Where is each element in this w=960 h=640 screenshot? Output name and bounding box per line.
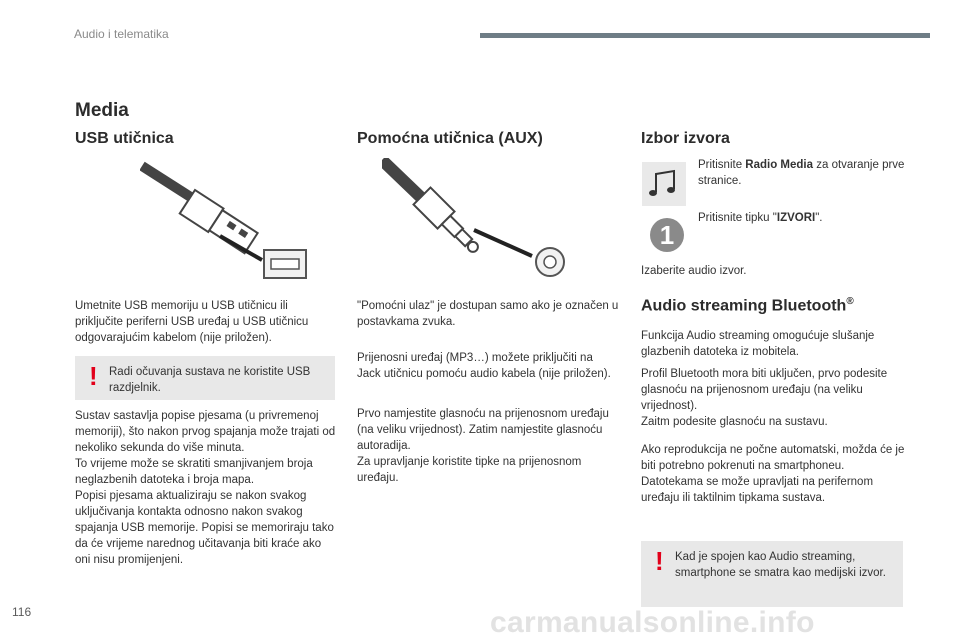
warning-icon: ! — [655, 546, 664, 576]
source-heading: Izbor izvora — [641, 130, 730, 147]
watermark: carmanualsonline.info — [490, 606, 815, 639]
music-note-icon — [642, 162, 686, 206]
aux-socket-icon — [536, 248, 564, 276]
aux-paragraph-2: Prijenosni uređaj (MP3…) možete priključiti na Jack utičnicu pomoću audio kabela (nije priložen). — [357, 352, 611, 380]
aux-pointer-line — [474, 230, 532, 256]
aux-heading: Pomoćna utičnica (AUX) — [357, 130, 543, 147]
step2-text: Pritisnite tipku "IZVORI". — [698, 212, 823, 224]
bt-paragraph-1: Funkcija Audio streaming omogućuje slušanje glazbenih datoteka iz mobitela. — [641, 330, 875, 358]
usb-warning-box — [75, 356, 335, 400]
step1-text: Pritisnite Radio Media za otvaranje prve stranice. — [698, 159, 905, 187]
section-title: Media — [75, 100, 129, 121]
bt-warning-box — [641, 541, 903, 607]
header-bar — [480, 33, 930, 38]
usb-paragraph-1: Umetnite USB memoriju u USB utičnicu ili priključite periferni USB uređaj u USB utičnicu odgovarajućim kabelom (nije priložen). — [75, 300, 309, 344]
choose-source-text: Izaberite audio izvor. — [641, 265, 747, 277]
usb-heading: USB utičnica — [75, 130, 174, 147]
bt-paragraph-3: Ako reprodukcija ne počne automatski, možda će je biti potrebno pokrenuti na smartphoneu. Datotekama se može upravljati na perifernom uređaju ili taktilnim tipkama sustava. — [641, 444, 905, 504]
bt-warning-text: Kad je spojen kao Audio streaming, smartphone se smatra kao medijski izvor. — [675, 551, 886, 579]
bluetooth-heading: Audio streaming Bluetooth® — [641, 296, 854, 315]
aux-paragraph-3: Prvo namjestite glasnoću na prijenosnom uređaju (na veliku vrijednost). Zatim namjestite glasnoću autoradija. Za upravljanje koristite tipke na prijenosnom uređaju. — [357, 408, 609, 484]
aux-paragraph-1: "Pomoćni ulaz" je dostupan samo ako je označen u postavkama zvuka. — [357, 300, 619, 328]
page-number: 116 — [12, 605, 32, 619]
usb-illustration — [140, 158, 315, 283]
step-number-badge: 1 — [650, 218, 684, 252]
usb-paragraph-2: Sustav sastavlja popise pjesama (u privremenoj memoriji), što nakon prvog spajanja može trajati od nekoliko sekunda do više minuta. To vrijeme može se skratiti smanjivanjem broja neglazbenih datoteka i broja mapa. Popisi pjesama aktualiziraju se nakon svakog uključivanja kontakta odnosno nakon svakog spajanja USB memorije. Popisi se memoriraju tako da će vrijeme narednog učitavanja biti kraće ako oni nisu promijenjeni. — [75, 410, 336, 566]
usb-warning-text: Radi očuvanja sustava ne koristite USB razdjelnik. — [109, 366, 311, 394]
jack-plug-icon — [382, 160, 485, 259]
header-title: Audio i telematika — [74, 27, 169, 41]
bt-paragraph-2: Profil Bluetooth mora biti uključen, prvo podesite glasnoću na prijenosnom uređaju (na veliku vrijednost). Zaitm podesite glasnoću na sustavu. — [641, 368, 888, 428]
usb-plug-icon — [180, 190, 259, 255]
usb-socket-icon — [264, 250, 306, 278]
warning-icon: ! — [89, 361, 98, 391]
aux-illustration — [382, 158, 572, 278]
